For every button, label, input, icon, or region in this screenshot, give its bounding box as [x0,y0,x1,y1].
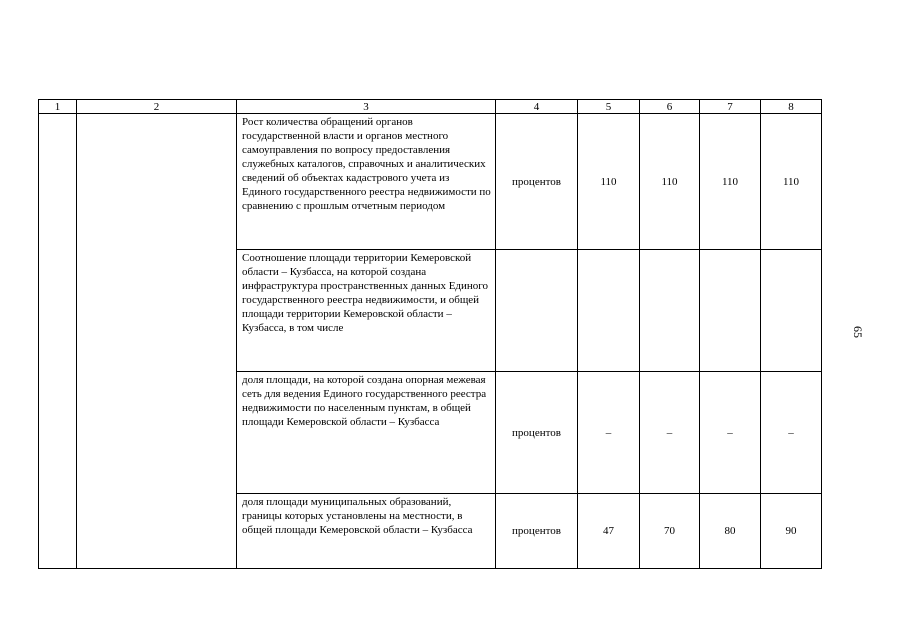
value-cell: – [578,372,640,494]
value-cell: 70 [640,494,700,569]
value-cell: 80 [700,494,761,569]
indicator-description: доля площади, на которой создана опорная межевая сеть для ведения Единого государственного реестра недвижимости по населенным пунктам, в общей площади Кемеровской области – Кузбасса [237,372,496,494]
column-number: 4 [496,100,578,114]
goal-name-cell [77,114,237,569]
indicator-description: Соотношение площади территории Кемеровской области – Кузбасса, на которой создана инфраструктура пространственных данных Единого государственного реестра недвижимости, и общей площади территории Кемеровской области – Кузбасса, в том числе [237,250,496,372]
value-cell: – [640,372,700,494]
indicator-description: Рост количества обращений органов государственной власти и органов местного самоуправления по вопросу предоставления служебных каталогов, справочных и аналитических сведений об объектах кадастрового учета из Единого государственного реестра недвижимости по сравнению с прошлым отчетным периодом [237,114,496,250]
unit-cell [496,250,578,372]
value-cell [578,250,640,372]
column-number: 8 [761,100,822,114]
column-number: 5 [578,100,640,114]
value-cell [640,250,700,372]
column-number: 7 [700,100,761,114]
value-cell [761,250,822,372]
unit-cell: процентов [496,494,578,569]
column-number: 6 [640,100,700,114]
column-number: 2 [77,100,237,114]
value-cell: 110 [761,114,822,250]
indicators-table [38,99,822,569]
program-number-cell [39,114,77,569]
column-number: 1 [39,100,77,114]
table-row [39,114,822,250]
column-number: 3 [237,100,496,114]
column-number-row [39,100,822,114]
page-number: 65 [851,326,865,338]
indicator-description: доля площади муниципальных образований, границы которых установлены на местности, в общей площади Кемеровской области – Кузбасса [237,494,496,569]
value-cell: 110 [578,114,640,250]
value-cell: – [761,372,822,494]
value-cell: – [700,372,761,494]
value-cell: 110 [640,114,700,250]
value-cell: 90 [761,494,822,569]
unit-cell: процентов [496,372,578,494]
unit-cell: процентов [496,114,578,250]
value-cell: 47 [578,494,640,569]
value-cell [700,250,761,372]
value-cell: 110 [700,114,761,250]
